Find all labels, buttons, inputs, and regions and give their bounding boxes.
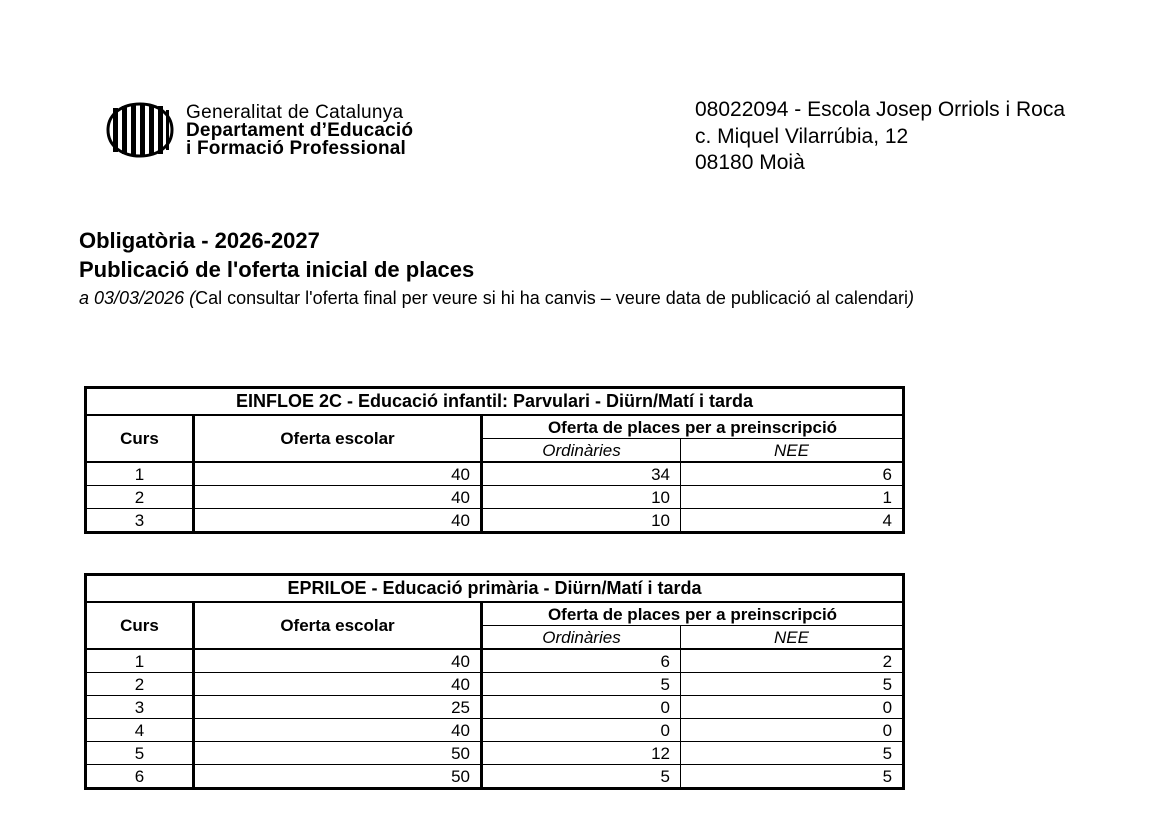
header-ordinaries: Ordinàries <box>482 439 681 463</box>
cell-nee: 5 <box>681 742 904 765</box>
publication-note-text: Cal consultar l'oferta final per veure si hi ha canvis – veure data de publicació al calendari <box>195 288 908 308</box>
cell-oferta: 40 <box>194 719 482 742</box>
page-title: Obligatòria - 2026-2027 <box>79 228 320 253</box>
cell-curs: 2 <box>86 673 194 696</box>
logo-line-department: Departament d’Educació <box>186 120 414 141</box>
header-preinscripcio: Oferta de places per a preinscripció <box>482 602 904 626</box>
cell-nee: 6 <box>681 462 904 486</box>
offer-table-infantil <box>84 386 905 534</box>
publication-date: a 03/03/2026 ( <box>79 288 196 308</box>
cell-nee: 1 <box>681 486 904 509</box>
cell-ordinaries: 10 <box>482 509 681 533</box>
cell-curs: 4 <box>86 719 194 742</box>
header-ordinaries: Ordinàries <box>482 626 681 650</box>
cell-curs: 2 <box>86 486 194 509</box>
table-row <box>86 742 904 765</box>
cell-oferta: 50 <box>194 765 482 789</box>
cell-ordinaries: 5 <box>482 673 681 696</box>
document-titles <box>79 226 914 310</box>
cell-curs: 1 <box>86 462 194 486</box>
header-preinscripcio: Oferta de places per a preinscripció <box>482 415 904 439</box>
catalan-shield-icon <box>104 102 176 158</box>
cell-ordinaries: 0 <box>482 696 681 719</box>
publication-note-end: ) <box>907 288 914 308</box>
table-title: EPRILOE - Educació primària - Diürn/Matí i tarda <box>86 575 904 603</box>
cell-nee: 5 <box>681 673 904 696</box>
cell-ordinaries: 5 <box>482 765 681 789</box>
school-address <box>695 97 1065 177</box>
table-row <box>86 462 904 486</box>
school-code-name: 08022094 - Escola Josep Orriols i Roca <box>695 98 1066 121</box>
cell-oferta: 40 <box>194 649 482 673</box>
cell-oferta: 40 <box>194 486 482 509</box>
school-city: 08180 Moià <box>695 151 805 174</box>
cell-oferta: 25 <box>194 696 482 719</box>
generalitat-logo <box>104 101 504 161</box>
header-oferta-escolar: Oferta escolar <box>194 415 482 462</box>
cell-nee: 4 <box>681 509 904 533</box>
cell-oferta: 40 <box>194 673 482 696</box>
cell-curs: 1 <box>86 649 194 673</box>
table-row <box>86 765 904 789</box>
offer-table-primaria <box>84 573 905 790</box>
cell-nee: 5 <box>681 765 904 789</box>
school-street: c. Miquel Vilarrúbia, 12 <box>695 124 909 148</box>
header-curs: Curs <box>86 415 194 462</box>
cell-curs: 5 <box>86 742 194 765</box>
table-row <box>86 649 904 673</box>
table-row <box>86 486 904 509</box>
table-title: EINFLOE 2C - Educació infantil: Parvulari - Diürn/Matí i tarda <box>86 388 904 416</box>
cell-nee: 0 <box>681 696 904 719</box>
cell-ordinaries: 34 <box>482 462 681 486</box>
table-row <box>86 509 904 533</box>
header-curs: Curs <box>86 602 194 649</box>
cell-oferta: 40 <box>194 509 482 533</box>
cell-ordinaries: 12 <box>482 742 681 765</box>
table-row <box>86 696 904 719</box>
page-subtitle: Publicació de l'oferta inicial de places <box>79 257 475 282</box>
table-row <box>86 673 904 696</box>
cell-ordinaries: 10 <box>482 486 681 509</box>
header-oferta-escolar: Oferta escolar <box>194 602 482 649</box>
cell-oferta: 50 <box>194 742 482 765</box>
table-row <box>86 719 904 742</box>
cell-oferta: 40 <box>194 462 482 486</box>
logo-line-generalitat: Generalitat de Catalunya <box>186 102 404 123</box>
cell-curs: 3 <box>86 509 194 533</box>
cell-nee: 0 <box>681 719 904 742</box>
cell-ordinaries: 6 <box>482 649 681 673</box>
header-nee: NEE <box>681 439 904 463</box>
cell-nee: 2 <box>681 649 904 673</box>
cell-curs: 3 <box>86 696 194 719</box>
logo-line-department-2: i Formació Professional <box>186 138 406 159</box>
publication-note <box>79 286 914 310</box>
cell-curs: 6 <box>86 765 194 789</box>
header-nee: NEE <box>681 626 904 650</box>
cell-ordinaries: 0 <box>482 719 681 742</box>
